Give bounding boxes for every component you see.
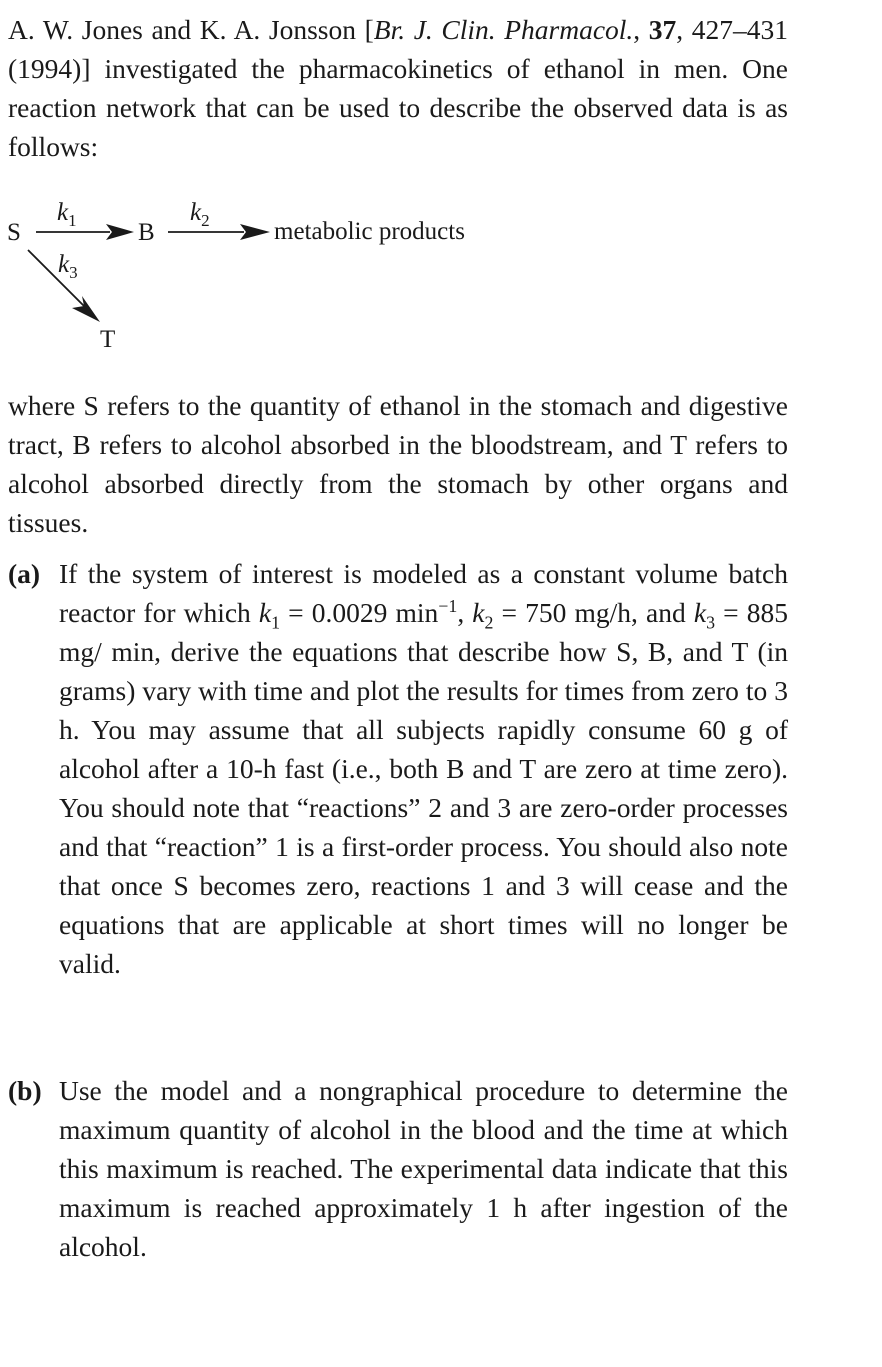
intro-paragraph bbox=[8, 10, 788, 166]
part-a-text bbox=[59, 554, 788, 983]
part-a-k3-var: k bbox=[693, 597, 707, 628]
description-paragraph: where S refers to the quantity of ethanol in the stomach and digestive tract, B refers to alcohol absorbed in the bloodstream, and T refers to alcohol absorbed directly from the stomach by other organs and tissues. bbox=[8, 390, 788, 538]
intro-authors: A. W. Jones and K. A. Jonsson [ bbox=[8, 14, 374, 45]
arrowhead-b-to-products bbox=[240, 224, 270, 240]
journal-name: Br. J. Clin. Pharmacol. bbox=[373, 14, 634, 45]
part-a-k2-value: = 750 mg/h, bbox=[493, 597, 638, 628]
part-b bbox=[8, 1071, 788, 1266]
part-a-intro: If the system of interest is modeled as a constant volume batch reactor for which bbox=[59, 558, 788, 628]
part-a bbox=[8, 554, 788, 983]
part-a-and: and bbox=[637, 597, 694, 628]
intro-rest: investigated the pharmacokinetics of ethanol in men. One reaction network that can be used to describe the observed data is as follows: bbox=[8, 53, 788, 162]
arrowhead-s-to-b bbox=[106, 224, 134, 240]
reaction-network-diagram bbox=[0, 190, 520, 360]
part-a-k3-value: = 885 mg/ min, bbox=[59, 597, 788, 667]
part-a-k1-exp: −1 bbox=[438, 595, 458, 616]
part-a-k1-value: = 0.0029 min bbox=[280, 597, 439, 628]
part-a-k3-sub: 3 bbox=[706, 612, 716, 633]
part-b-label: (b) bbox=[8, 1075, 42, 1106]
part-a-rest: derive the equations that describe how S, B, and T (in grams) vary with time and plot the results for times from zero to 3 h. You may assume that all subjects rapidly consume 60 g of alcohol after a 10-h fast (i.e., both B and T are zero at time zero). You should note that “reactions” 2 and 3 are zero-order processes and that “reaction” 1 is a first-order process. You should also note that once S becomes zero, reactions 1 and 3 will cease and the equations that are applicable at short times will no longer be valid. bbox=[59, 636, 789, 979]
species-s-label: S bbox=[7, 219, 21, 246]
journal-volume: 37 bbox=[648, 14, 677, 45]
part-b-text: Use the model and a nongraphical procedure to determine the maximum quantity of alcohol in the blood and the time at which this maximum is reached. The experimental data indicate that this maximum is reached approximately 1 h after ingestion of the alcohol. bbox=[59, 1075, 788, 1262]
k1-label: $k_1$ bbox=[57, 199, 77, 230]
arrowhead-s-to-t bbox=[72, 296, 100, 322]
species-b-label: B bbox=[138, 219, 155, 246]
part-a-k2-var: k bbox=[472, 597, 485, 628]
part-a-sep1: , bbox=[457, 597, 473, 628]
species-t-label: T bbox=[100, 326, 116, 353]
part-a-k1-sub: 1 bbox=[271, 612, 281, 633]
journal-pages-year: , 427–431 (1994)] bbox=[8, 14, 789, 84]
intro-sep: , bbox=[633, 14, 649, 45]
part-a-label: (a) bbox=[8, 558, 41, 589]
k3-label: $k_3$ bbox=[58, 251, 78, 282]
part-a-k1-var: k bbox=[258, 597, 272, 628]
part-a-k2-sub: 2 bbox=[484, 612, 494, 633]
metabolic-products-label: metabolic products bbox=[274, 218, 465, 245]
k2-label: $k_2$ bbox=[190, 199, 210, 230]
